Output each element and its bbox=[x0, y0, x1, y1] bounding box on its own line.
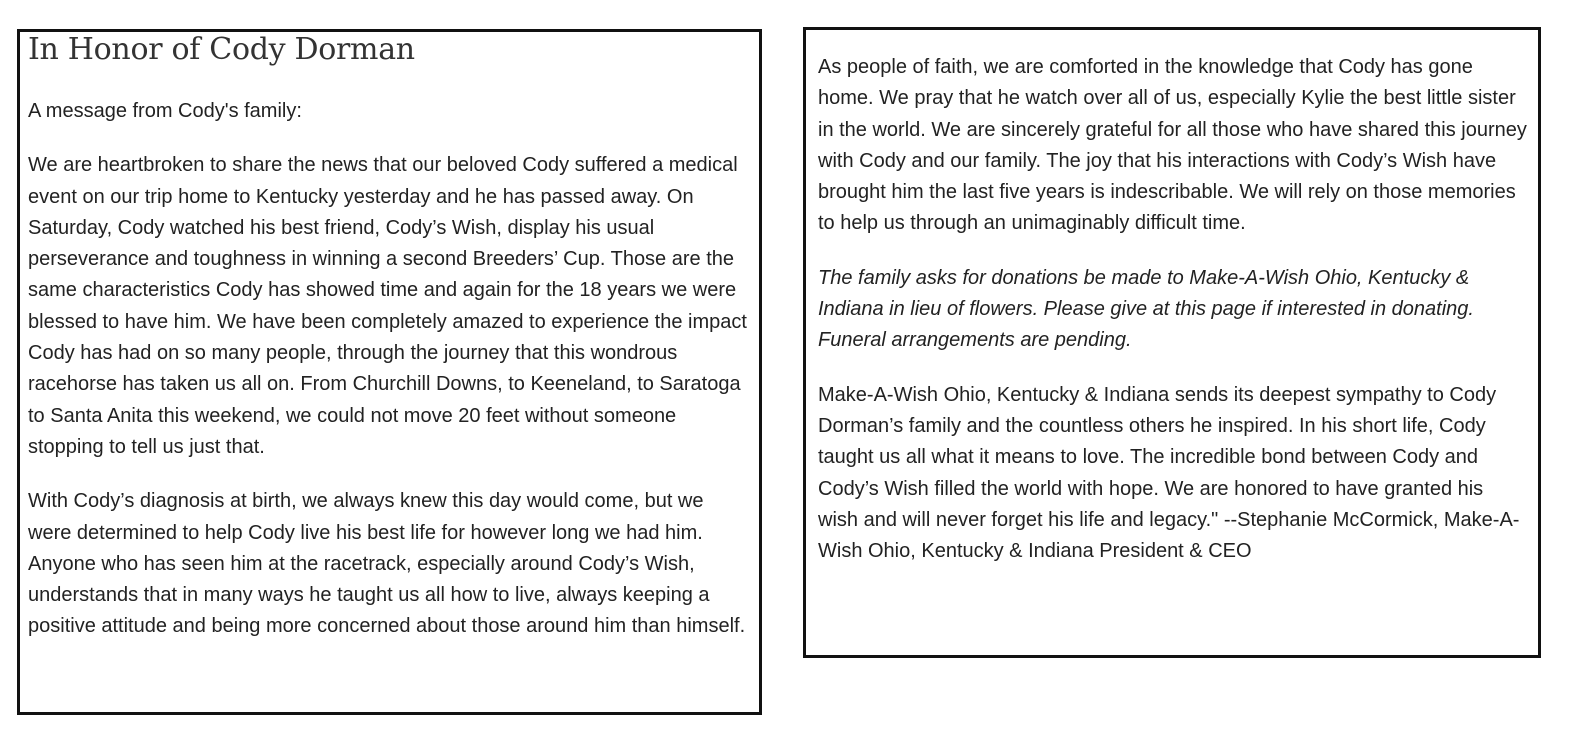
donation-note: The family asks for donations be made to Make-A-Wish Ohio, Kentucky & Indiana in lieu of flowers. Please give at this page if interested in donating. Funeral arrangements are pending. bbox=[818, 266, 1474, 352]
page-title: In Honor of Cody Dorman bbox=[28, 32, 415, 67]
intro-text: A message from Cody's family: bbox=[28, 100, 302, 122]
message-paragraph-2: With Cody’s diagnosis at birth, we always knew this day would come, but we were determined to help Cody live his best life for however long we had him. Anyone who has seen him at the racetrack, especially around Cody’s Wish, understands that in many ways he taught us all how to live, always keeping a positive attitude and being more concerned about those around him than himself. bbox=[28, 490, 746, 638]
message-paragraph-1: We are heartbroken to share the news that our beloved Cody suffered a medical event on our trip home to Kentucky yesterday and he has passed away. On Saturday, Cody watched his best friend, Cody’s Wish, display his usual perseverance and toughness in winning a second Breeders’ Cup. Those are the same characteristics Cody has showed time and again for the 18 years we were blessed to have him. We have been completely amazed to experience the impact Cody has had on so many people, through the journey that this wondrous racehorse has taken us all on. From Churchill Downs, to Keeneland, to Saratoga to Santa Anita this weekend, we could not move 20 feet without someone stopping to tell us just that. bbox=[28, 154, 747, 458]
family-message-panel bbox=[17, 29, 762, 715]
make-a-wish-statement: Make-A-Wish Ohio, Kentucky & Indiana sends its deepest sympathy to Cody Dorman’s family and the countless others he inspired. In his short life, Cody taught us all what it means to love. The incredible bond between Cody and Cody’s Wish filled the world with hope. We are honored to have granted his wish and will never forget his life and legacy." --Stephanie McCormick, Make-A-Wish Ohio, Kentucky & Indiana President & CEO bbox=[818, 383, 1520, 563]
faith-paragraph: As people of faith, we are comforted in the knowledge that Cody has gone home. We pray that he watch over all of us, especially Kylie the best little sister in the world. We are sincerely grateful for all those who have shared this journey with Cody and our family. The joy that his interactions with Cody’s Wish have brought him the last five years is indescribable. We will rely on those memories to help us through an unimaginably difficult time. bbox=[818, 56, 1527, 235]
continued-message-panel bbox=[803, 27, 1541, 658]
